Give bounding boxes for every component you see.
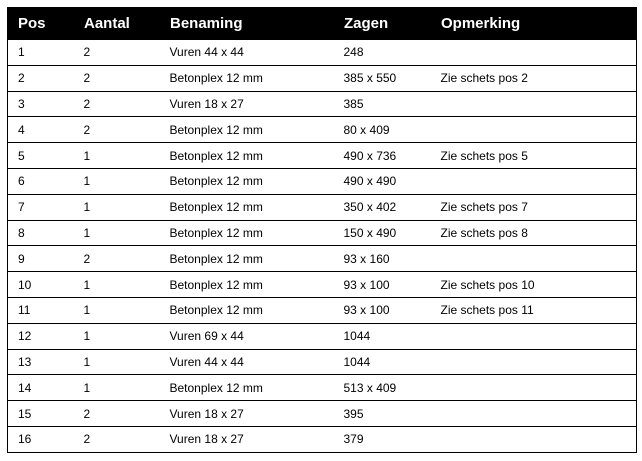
cell-aantal: 1: [74, 220, 160, 246]
table-body: [8, 40, 637, 453]
cell-opmerking: Zie schets pos 7: [431, 194, 637, 220]
cell-pos: 1: [8, 40, 74, 66]
parts-table: [7, 7, 637, 453]
cell-benaming: Vuren 18 x 27: [160, 401, 334, 427]
cell-opmerking: [431, 40, 637, 66]
table-row: [8, 40, 637, 66]
cell-benaming: Betonplex 12 mm: [160, 246, 334, 272]
cell-zagen: 513 x 409: [334, 375, 431, 401]
cell-pos: 13: [8, 349, 74, 375]
table-row: [8, 168, 637, 194]
cell-aantal: 1: [74, 272, 160, 298]
cell-pos: 6: [8, 168, 74, 194]
cell-benaming: Betonplex 12 mm: [160, 117, 334, 143]
cell-aantal: 2: [74, 117, 160, 143]
cell-aantal: 2: [74, 91, 160, 117]
header-pos: Pos: [8, 8, 74, 40]
cell-benaming: Betonplex 12 mm: [160, 194, 334, 220]
cell-zagen: 490 x 736: [334, 143, 431, 169]
cell-benaming: Betonplex 12 mm: [160, 375, 334, 401]
cell-benaming: Vuren 18 x 27: [160, 91, 334, 117]
cell-zagen: 93 x 100: [334, 297, 431, 323]
cell-aantal: 2: [74, 426, 160, 452]
cell-aantal: 1: [74, 375, 160, 401]
cell-aantal: 1: [74, 297, 160, 323]
table-row: [8, 143, 637, 169]
table-row: [8, 117, 637, 143]
cell-zagen: 385: [334, 91, 431, 117]
cell-zagen: 80 x 409: [334, 117, 431, 143]
cell-zagen: 93 x 160: [334, 246, 431, 272]
cell-benaming: Betonplex 12 mm: [160, 65, 334, 91]
cell-aantal: 1: [74, 349, 160, 375]
table-row: [8, 323, 637, 349]
cell-benaming: Vuren 69 x 44: [160, 323, 334, 349]
cell-aantal: 1: [74, 168, 160, 194]
cell-benaming: Betonplex 12 mm: [160, 220, 334, 246]
table-row: [8, 91, 637, 117]
cell-aantal: 2: [74, 65, 160, 91]
cell-opmerking: [431, 323, 637, 349]
cell-pos: 2: [8, 65, 74, 91]
table-row: [8, 297, 637, 323]
cell-zagen: 385 x 550: [334, 65, 431, 91]
cell-aantal: 2: [74, 40, 160, 66]
cell-opmerking: Zie schets pos 2: [431, 65, 637, 91]
header-benaming: Benaming: [160, 8, 334, 40]
cell-opmerking: Zie schets pos 8: [431, 220, 637, 246]
table-row: [8, 375, 637, 401]
table-row: [8, 426, 637, 452]
cell-aantal: 1: [74, 194, 160, 220]
cell-zagen: 248: [334, 40, 431, 66]
cell-benaming: Vuren 44 x 44: [160, 349, 334, 375]
cell-opmerking: [431, 426, 637, 452]
cell-aantal: 2: [74, 246, 160, 272]
cell-benaming: Vuren 18 x 27: [160, 426, 334, 452]
cell-pos: 15: [8, 401, 74, 427]
header-aantal: Aantal: [74, 8, 160, 40]
table-row: [8, 220, 637, 246]
table-header: [8, 8, 637, 40]
cell-zagen: 395: [334, 401, 431, 427]
cell-pos: 10: [8, 272, 74, 298]
cell-opmerking: [431, 168, 637, 194]
cell-pos: 5: [8, 143, 74, 169]
cell-aantal: 1: [74, 323, 160, 349]
table-row: [8, 194, 637, 220]
parts-list: [7, 7, 636, 453]
cell-zagen: 150 x 490: [334, 220, 431, 246]
cell-pos: 4: [8, 117, 74, 143]
cell-opmerking: Zie schets pos 11: [431, 297, 637, 323]
cell-pos: 8: [8, 220, 74, 246]
cell-pos: 3: [8, 91, 74, 117]
cell-opmerking: Zie schets pos 10: [431, 272, 637, 298]
cell-zagen: 379: [334, 426, 431, 452]
cell-benaming: Betonplex 12 mm: [160, 168, 334, 194]
cell-opmerking: [431, 349, 637, 375]
cell-zagen: 1044: [334, 323, 431, 349]
cell-opmerking: [431, 401, 637, 427]
cell-pos: 9: [8, 246, 74, 272]
table-row: [8, 246, 637, 272]
cell-benaming: Betonplex 12 mm: [160, 272, 334, 298]
cell-pos: 14: [8, 375, 74, 401]
header-row: [8, 8, 637, 40]
cell-opmerking: [431, 117, 637, 143]
cell-opmerking: [431, 246, 637, 272]
cell-pos: 12: [8, 323, 74, 349]
cell-zagen: 350 x 402: [334, 194, 431, 220]
cell-benaming: Betonplex 12 mm: [160, 143, 334, 169]
table-row: [8, 65, 637, 91]
cell-benaming: Vuren 44 x 44: [160, 40, 334, 66]
cell-pos: 7: [8, 194, 74, 220]
cell-zagen: 93 x 100: [334, 272, 431, 298]
cell-aantal: 2: [74, 401, 160, 427]
header-zagen: Zagen: [334, 8, 431, 40]
cell-zagen: 1044: [334, 349, 431, 375]
cell-aantal: 1: [74, 143, 160, 169]
table-row: [8, 272, 637, 298]
table-row: [8, 401, 637, 427]
cell-pos: 11: [8, 297, 74, 323]
cell-opmerking: [431, 375, 637, 401]
cell-opmerking: [431, 91, 637, 117]
cell-pos: 16: [8, 426, 74, 452]
cell-benaming: Betonplex 12 mm: [160, 297, 334, 323]
table-row: [8, 349, 637, 375]
cell-opmerking: Zie schets pos 5: [431, 143, 637, 169]
cell-zagen: 490 x 490: [334, 168, 431, 194]
header-opmerking: Opmerking: [431, 8, 637, 40]
